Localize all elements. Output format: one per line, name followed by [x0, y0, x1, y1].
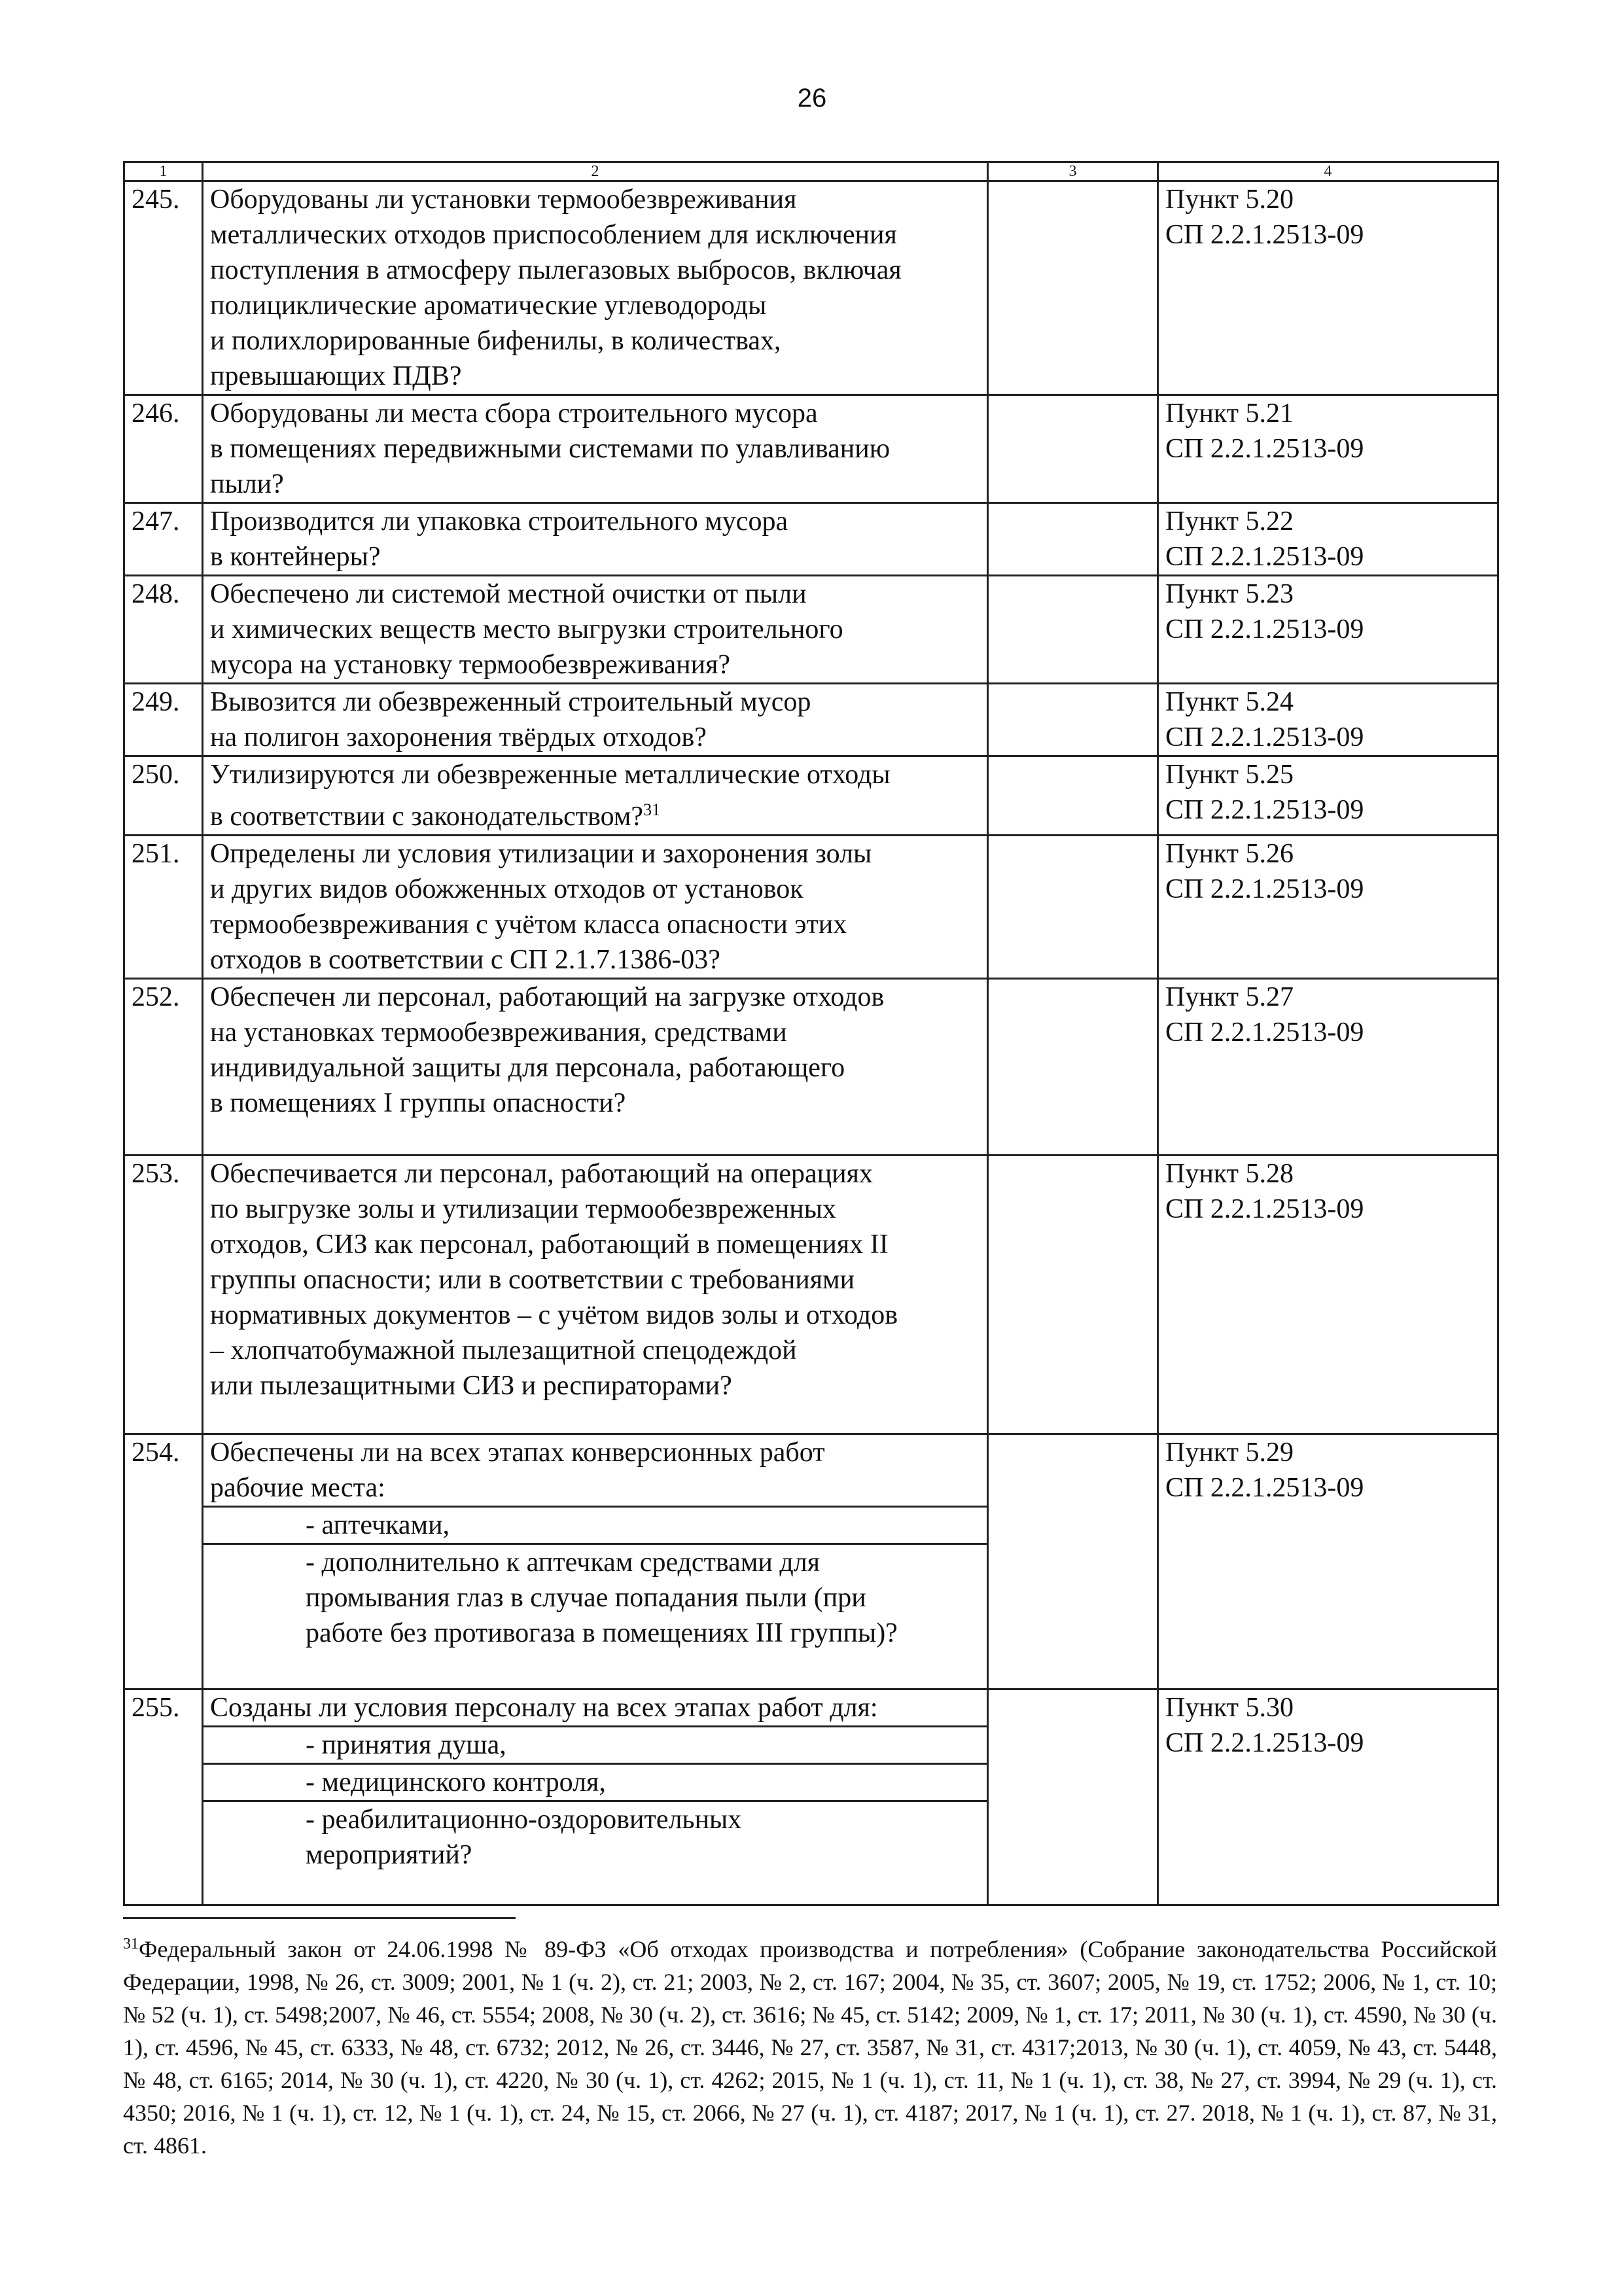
- row-reference: Пункт 5.20 СП 2.2.1.2513-09: [1158, 181, 1498, 395]
- table-row: [124, 1434, 1498, 1689]
- row-question: Производится ли упаковка строительного мусора в контейнеры?: [203, 503, 988, 576]
- table-row: [124, 395, 1498, 503]
- row-reference: Пункт 5.23 СП 2.2.1.2513-09: [1158, 576, 1498, 684]
- row-number: 255.: [124, 1689, 203, 1905]
- table-row: [124, 684, 1498, 756]
- checklist-table: [123, 161, 1499, 1906]
- row-col3: [988, 576, 1158, 684]
- row-number: 249.: [124, 684, 203, 756]
- row-question-head: Созданы ли условия персоналу на всех этапах работ для:: [203, 1690, 987, 1727]
- footnote-mark: 31: [123, 1935, 139, 1952]
- row-col3: [988, 684, 1158, 756]
- header-col-1: 1: [124, 162, 203, 181]
- row-col3: [988, 836, 1158, 979]
- row-question: Вывозится ли обезвреженный строительный мусор на полигон захоронения твёрдых отходов?: [203, 684, 988, 756]
- row-col3: [988, 1434, 1158, 1689]
- row-col3: [988, 979, 1158, 1156]
- row-reference: Пункт 5.27 СП 2.2.1.2513-09: [1158, 979, 1498, 1156]
- row-question-text: Утилизируются ли обезвреженные металлические отходы в соответствии с законодательством?: [210, 760, 891, 832]
- page-number: 26: [797, 84, 827, 113]
- table-row: [124, 503, 1498, 576]
- row-sub-item: - реабилитационно-оздоровительных мероприятий?: [306, 1805, 742, 1870]
- table-row: [124, 1689, 1498, 1905]
- header-row: [124, 162, 1498, 181]
- row-reference: Пункт 5.24 СП 2.2.1.2513-09: [1158, 684, 1498, 756]
- row-col3: [988, 503, 1158, 576]
- footnote-text: Федеральный закон от 24.06.1998 № 89-ФЗ «Об отходах производства и потребления» (Собрание законодательства Российской Федерации, 1998, № 26, ст. 3009; 2001, № 1 (ч. 2), ст. 21; 2003, № 2, ст. 167; 2004, № 35, ст. 3607; 2005, № 19, ст. 1752; 2006, № 1, ст. 10; № 52 (ч. 1), ст. 5498;2007, № 46, ст. 5554; 2008, № 30 (ч. 2), ст. 3616; № 45, ст. 5142; 2009, № 1, ст. 17; 2011, № 30 (ч. 1), ст. 4590, № 30 (ч. 1), ст. 4596, № 45, ст. 6333, № 48, ст. 6732; 2012, № 26, ст. 3446, № 27, ст. 3587, № 31, ст. 4317;2013, № 30 (ч. 1), ст. 4059, № 43, ст. 5448, № 48, ст. 6165; 2014, № 30 (ч. 1), ст. 4220, № 30 (ч. 1), ст. 4262; 2015, № 1 (ч. 1), ст. 11, № 1 (ч. 1), ст. 38, № 27, ст. 3994, № 29 (ч. 1), ст. 4350; 2016, № 1 (ч. 1), ст. 12, № 1 (ч. 1), ст. 24, № 15, ст. 2066, № 27 (ч. 1), ст. 4187; 2017, № 1 (ч. 1), ст. 27. 2018, № 1 (ч. 1), ст. 87, № 31, ст. 4861.: [123, 1936, 1497, 2159]
- header-col-2: 2: [203, 162, 988, 181]
- row-number: 248.: [124, 576, 203, 684]
- row-number: 251.: [124, 836, 203, 979]
- table-row: [124, 836, 1498, 979]
- row-reference: Пункт 5.26 СП 2.2.1.2513-09: [1158, 836, 1498, 979]
- row-sub-item: - принятия душа,: [203, 1727, 987, 1765]
- row-question: [203, 1434, 988, 1689]
- footnote-divider: [123, 1917, 516, 1919]
- table-row: [124, 1156, 1498, 1434]
- row-col3: [988, 395, 1158, 503]
- row-question: Обеспечено ли системой местной очистки от пыли и химических веществ место выгрузки строительного мусора на установку термообезвреживания?: [203, 576, 988, 684]
- row-reference: Пункт 5.30 СП 2.2.1.2513-09: [1158, 1689, 1498, 1905]
- row-reference: Пункт 5.22 СП 2.2.1.2513-09: [1158, 503, 1498, 576]
- row-reference: Пункт 5.25 СП 2.2.1.2513-09: [1158, 756, 1498, 836]
- row-number: 245.: [124, 181, 203, 395]
- footnote-reference-mark: 31: [643, 800, 661, 819]
- row-question: Оборудованы ли места сбора строительного мусора в помещениях передвижными системами по улавливанию пыли?: [203, 395, 988, 503]
- row-question: [203, 1689, 988, 1905]
- row-number: 246.: [124, 395, 203, 503]
- row-col3: [988, 1689, 1158, 1905]
- row-question: Обеспечивается ли персонал, работающий на операциях по выгрузке золы и утилизации термообезвреженных отходов, СИЗ как персонал, работающий в помещениях II группы опасности; или в соответствии с требованиями нормативных документов – с учётом видов золы и отходов – хлопчатобумажной пылезащитной спецодеждой или пылезащитными СИЗ и респираторами?: [203, 1156, 988, 1434]
- row-question-head: Обеспечены ли на всех этапах конверсионных работ рабочие места:: [203, 1435, 987, 1508]
- table-row: [124, 181, 1498, 395]
- row-question: Оборудованы ли установки термообезвреживания металлических отходов приспособлением для исключения поступления в атмосферу пылегазовых выбросов, включая полициклические ароматические углеводороды и полихлорированные бифенилы, в количествах, превышающих ПДВ?: [203, 181, 988, 395]
- header-col-3: 3: [988, 162, 1158, 181]
- row-sub-item: - дополнительно к аптечкам средствами для промывания глаз в случае попадания пыли (при работе без противогаза в помещениях III группы)?: [306, 1547, 898, 1648]
- row-number: 250.: [124, 756, 203, 836]
- footnote: [123, 1928, 1497, 2162]
- row-number: 253.: [124, 1156, 203, 1434]
- row-sub-item: - аптечками,: [203, 1508, 987, 1545]
- row-col3: [988, 181, 1158, 395]
- row-col3: [988, 1156, 1158, 1434]
- row-number: 254.: [124, 1434, 203, 1689]
- header-col-4: 4: [1158, 162, 1498, 181]
- row-number: 252.: [124, 979, 203, 1156]
- row-col3: [988, 756, 1158, 836]
- row-question: Обеспечен ли персонал, работающий на загрузке отходов на установках термообезвреживания, средствами индивидуальной защиты для персонала, работающего в помещениях I группы опасности?: [203, 979, 988, 1156]
- table-row: [124, 979, 1498, 1156]
- row-reference: Пункт 5.29 СП 2.2.1.2513-09: [1158, 1434, 1498, 1689]
- row-question: [203, 756, 988, 836]
- table-row: [124, 756, 1498, 836]
- row-question: Определены ли условия утилизации и захоронения золы и других видов обожженных отходов от установок термообезвреживания с учётом класса опасности этих отходов в соответствии с СП 2.1.7.1386-03?: [203, 836, 988, 979]
- row-reference: Пункт 5.21 СП 2.2.1.2513-09: [1158, 395, 1498, 503]
- table-row: [124, 576, 1498, 684]
- row-reference: Пункт 5.28 СП 2.2.1.2513-09: [1158, 1156, 1498, 1434]
- row-sub-item: - медицинского контроля,: [203, 1765, 987, 1802]
- row-number: 247.: [124, 503, 203, 576]
